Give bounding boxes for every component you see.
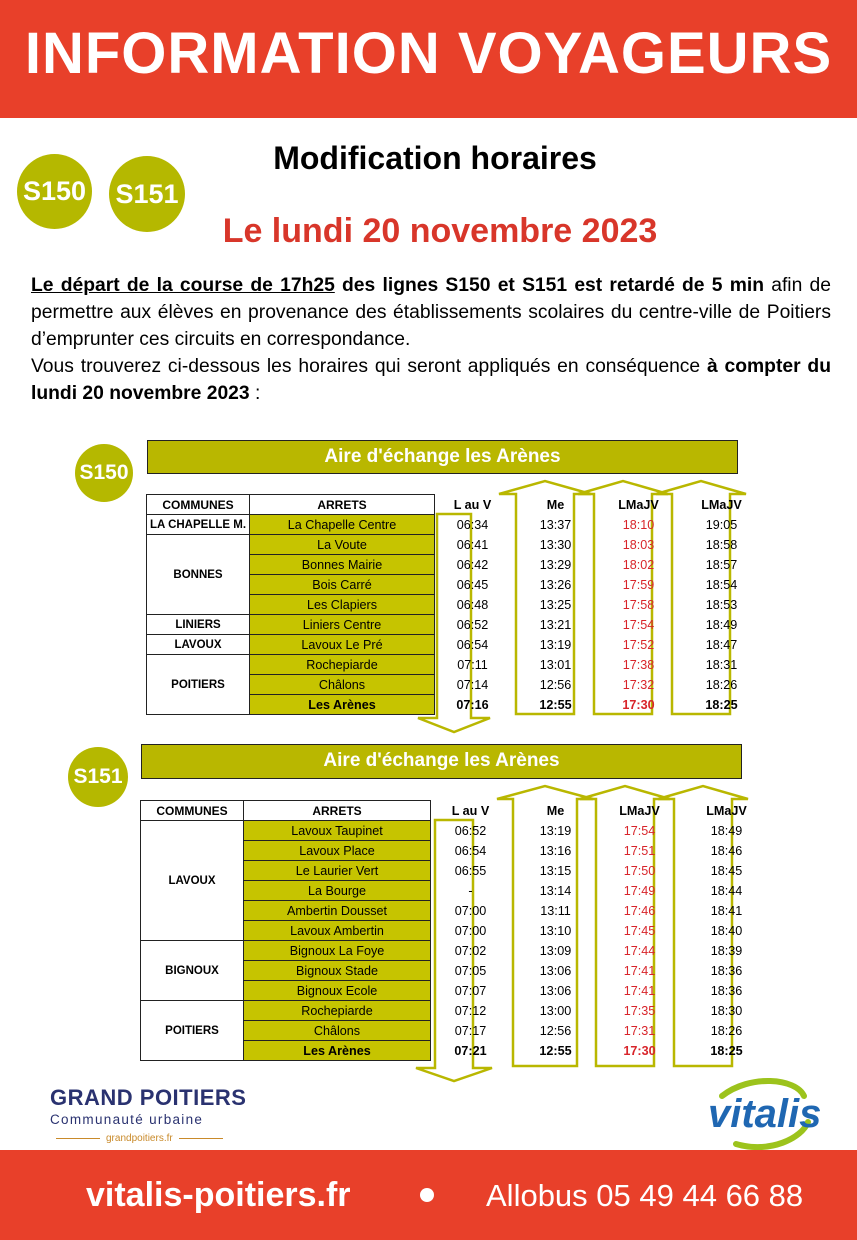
time-cell: 13:25 (539, 597, 572, 612)
time-cell: 13:09 (539, 943, 572, 958)
time-cell: 13:00 (539, 1003, 572, 1018)
time-cell: 17:31 (623, 1023, 656, 1038)
time-cell: 12:55 (539, 697, 572, 712)
page-title: Modification horaires (273, 140, 597, 176)
time-cell: 18:25 (710, 1043, 743, 1058)
time-cell: 06:48 (456, 597, 489, 612)
stop-cell: Lavoux Le Pré (250, 635, 435, 655)
time-cell: 13:14 (539, 883, 572, 898)
time-cell: 18:39 (710, 943, 743, 958)
time-cell: 06:55 (454, 863, 487, 878)
footer-website-link[interactable]: vitalis-poitiers.fr (86, 1176, 351, 1214)
col-communes: COMMUNES (147, 495, 250, 515)
time-cell: 17:35 (623, 1003, 656, 1018)
stop-cell: Rochepiarde (244, 1001, 431, 1021)
time-cell: 13:11 (540, 903, 571, 918)
time-cell: 13:06 (539, 963, 572, 978)
col-arrets: ARRETS (250, 495, 435, 515)
time-cell: 06:45 (456, 577, 489, 592)
footer-bullet-icon (420, 1188, 434, 1202)
commune-cell: LA CHAPELLE M. (147, 515, 250, 535)
time-cell: 18:57 (705, 557, 738, 572)
commune-cell: LINIERS (147, 615, 250, 635)
time-cell: 06:54 (454, 843, 487, 858)
time-cell: 18:58 (705, 537, 738, 552)
stop-cell: Le Laurier Vert (244, 861, 431, 881)
col-me: Me (546, 497, 565, 512)
commune-cell: POITIERS (141, 1001, 244, 1061)
time-cell: 06:52 (454, 823, 487, 838)
stop-cell: Bignoux Ecole (244, 981, 431, 1001)
col-l-au-v: L au V (451, 803, 490, 818)
table-row (141, 941, 762, 961)
time-cell: 18:54 (705, 577, 738, 592)
stop-cell: Lavoux Ambertin (244, 921, 431, 941)
table-row (141, 1001, 762, 1021)
stop-cell: Bois Carré (250, 575, 435, 595)
time-cell: 17:59 (622, 577, 655, 592)
col-lmajv-1: LMaJV (618, 497, 659, 512)
time-cell: 18:26 (705, 677, 738, 692)
stop-cell: Rochepiarde (250, 655, 435, 675)
grand-poitiers-logo (50, 1085, 250, 1144)
intro-line2-end: : (249, 383, 261, 404)
time-cell: 18:45 (710, 863, 743, 878)
time-cell: 13:19 (539, 637, 572, 652)
commune-cell: BONNES (147, 535, 250, 615)
time-cell: 07:11 (457, 657, 488, 672)
time-cell: 18:31 (705, 657, 738, 672)
time-cell: 13:10 (539, 923, 572, 938)
grand-poitiers-url: grandpoitiers.fr (106, 1133, 173, 1144)
time-cell: 17:41 (623, 963, 656, 978)
time-cell: 07:07 (454, 983, 487, 998)
stop-cell: Lavoux Place (244, 841, 431, 861)
col-lmajv-2: LMaJV (701, 497, 742, 512)
time-cell: 18:44 (710, 883, 743, 898)
time-cell: 13:01 (539, 657, 572, 672)
time-cell: 13:06 (539, 983, 572, 998)
intro-lead-underlined: Le départ de la course de 17h25 (31, 275, 335, 296)
s150-badge-label: S150 (22, 176, 87, 206)
time-cell: 13:15 (539, 863, 572, 878)
commune-cell: LAVOUX (147, 635, 250, 655)
time-cell: 07:00 (454, 903, 487, 918)
stop-cell: Ambertin Dousset (244, 901, 431, 921)
commune-cell: POITIERS (147, 655, 250, 715)
time-cell: 17:58 (622, 597, 655, 612)
time-cell: 18:49 (710, 823, 743, 838)
stop-cell: La Voute (250, 535, 435, 555)
time-cell: 18:10 (622, 517, 655, 532)
time-cell: 18:46 (710, 843, 743, 858)
col-arrets: ARRETS (244, 801, 431, 821)
time-cell: 17:45 (623, 923, 656, 938)
intro-lead-rest: des lignes S150 et S151 est retardé de 5 min (334, 275, 764, 296)
stop-cell: Lavoux Taupinet (244, 821, 431, 841)
stop-cell: Bignoux Stade (244, 961, 431, 981)
time-cell: 13:37 (539, 517, 572, 532)
time-cell: 12:56 (539, 1023, 572, 1038)
time-cell: 17:51 (623, 843, 656, 858)
time-cell: 18:26 (710, 1023, 743, 1038)
col-communes: COMMUNES (141, 801, 244, 821)
col-lmajv-2: LMaJV (706, 803, 747, 818)
time-cell: 17:54 (623, 823, 656, 838)
stop-cell: La Chapelle Centre (250, 515, 435, 535)
time-cell: 18:53 (705, 597, 738, 612)
stop-cell: Les Arènes (250, 695, 435, 715)
grand-poitiers-name: GRAND POITIERS (50, 1085, 247, 1110)
s150-destination-bar: Aire d'échange les Arènes (147, 440, 738, 474)
time-cell: 17:50 (623, 863, 656, 878)
time-cell: 06:54 (456, 637, 489, 652)
stop-cell: Les Clapiers (250, 595, 435, 615)
s151-line-badge-label: S151 (73, 765, 123, 788)
time-cell: 18:49 (705, 617, 738, 632)
s150-line-badge-label: S150 (79, 461, 129, 484)
stop-cell: Les Arènes (244, 1041, 431, 1061)
stop-cell: Bonnes Mairie (250, 555, 435, 575)
time-cell: 19:05 (705, 517, 738, 532)
time-cell: 06:34 (456, 517, 489, 532)
time-cell: 13:26 (539, 577, 572, 592)
grand-poitiers-subtitle: Communauté urbaine (50, 1112, 204, 1127)
table-row (141, 821, 762, 841)
time-cell: 17:44 (623, 943, 656, 958)
time-cell: 07:16 (456, 697, 489, 712)
time-cell: 13:29 (539, 557, 572, 572)
time-cell: 13:16 (539, 843, 572, 858)
stop-cell: La Bourge (244, 881, 431, 901)
time-cell: 18:30 (710, 1003, 743, 1018)
intro-line2-bold: à compter du lundi 20 novembre 2023 (31, 356, 831, 404)
time-cell: 13:30 (539, 537, 572, 552)
time-cell: 07:00 (454, 923, 487, 938)
commune-cell: BIGNOUX (141, 941, 244, 1001)
time-cell: 06:41 (456, 537, 489, 552)
time-cell: 17:54 (622, 617, 655, 632)
intro-line2: Vous trouverez ci-dessous les horaires qui seront appliqués en conséquence (31, 356, 707, 377)
col-lmajv-1: LMaJV (619, 803, 660, 818)
time-cell: 17:41 (623, 983, 656, 998)
time-cell: 17:52 (622, 637, 655, 652)
effective-date: Le lundi 20 novembre 2023 (222, 212, 658, 250)
s151-badge-label: S151 (115, 179, 179, 209)
col-l-au-v: L au V (453, 497, 492, 512)
time-cell: 17:30 (623, 1043, 656, 1058)
time-cell: 18:02 (622, 557, 655, 572)
time-cell: 12:56 (539, 677, 572, 692)
s151-timetable (140, 800, 762, 1061)
banner-title: INFORMATION VOYAGEURS (24, 21, 833, 86)
time-cell: 18:36 (710, 983, 743, 998)
stop-cell: Liniers Centre (250, 615, 435, 635)
time-cell: 18:41 (710, 903, 743, 918)
time-cell: 18:25 (705, 697, 738, 712)
time-cell: 07:21 (454, 1043, 487, 1058)
time-cell: 18:40 (710, 923, 743, 938)
time-cell: 18:36 (710, 963, 743, 978)
footer-banner (0, 1150, 857, 1240)
intro-line1: afin de permettre aux élèves en provenance des établissements scolaires du centre-ville de Poitiers d’emprunter ces circuits en correspondance. (31, 275, 831, 350)
time-cell: 18:03 (622, 537, 655, 552)
time-cell: 13:21 (539, 617, 572, 632)
col-me: Me (546, 803, 565, 818)
time-cell: 17:46 (623, 903, 656, 918)
grand-poitiers-url-line (50, 1133, 250, 1144)
stop-cell: Châlons (250, 675, 435, 695)
time-cell: 07:12 (454, 1003, 487, 1018)
time-cell: 06:52 (456, 617, 489, 632)
time-cell: - (468, 883, 473, 898)
time-cell: 17:32 (622, 677, 655, 692)
time-cell: 07:17 (454, 1023, 487, 1038)
s151-destination-bar: Aire d'échange les Arènes (141, 744, 742, 779)
vitalis-logo: vitalis (708, 1092, 822, 1136)
commune-cell: LAVOUX (141, 821, 244, 941)
time-cell: 17:38 (622, 657, 655, 672)
time-cell: 17:30 (622, 697, 655, 712)
time-cell: 13:19 (539, 823, 572, 838)
time-cell: 12:55 (539, 1043, 572, 1058)
time-cell: 07:05 (454, 963, 487, 978)
table-header-row (141, 801, 762, 821)
time-cell: 17:49 (623, 883, 656, 898)
stop-cell: Châlons (244, 1021, 431, 1041)
time-cell: 07:14 (456, 677, 489, 692)
time-cell: 18:47 (705, 637, 738, 652)
time-cell: 06:42 (456, 557, 489, 572)
footer-phone: Allobus 05 49 44 66 88 (486, 1178, 804, 1213)
time-cell: 07:02 (454, 943, 487, 958)
stop-cell: Bignoux La Foye (244, 941, 431, 961)
